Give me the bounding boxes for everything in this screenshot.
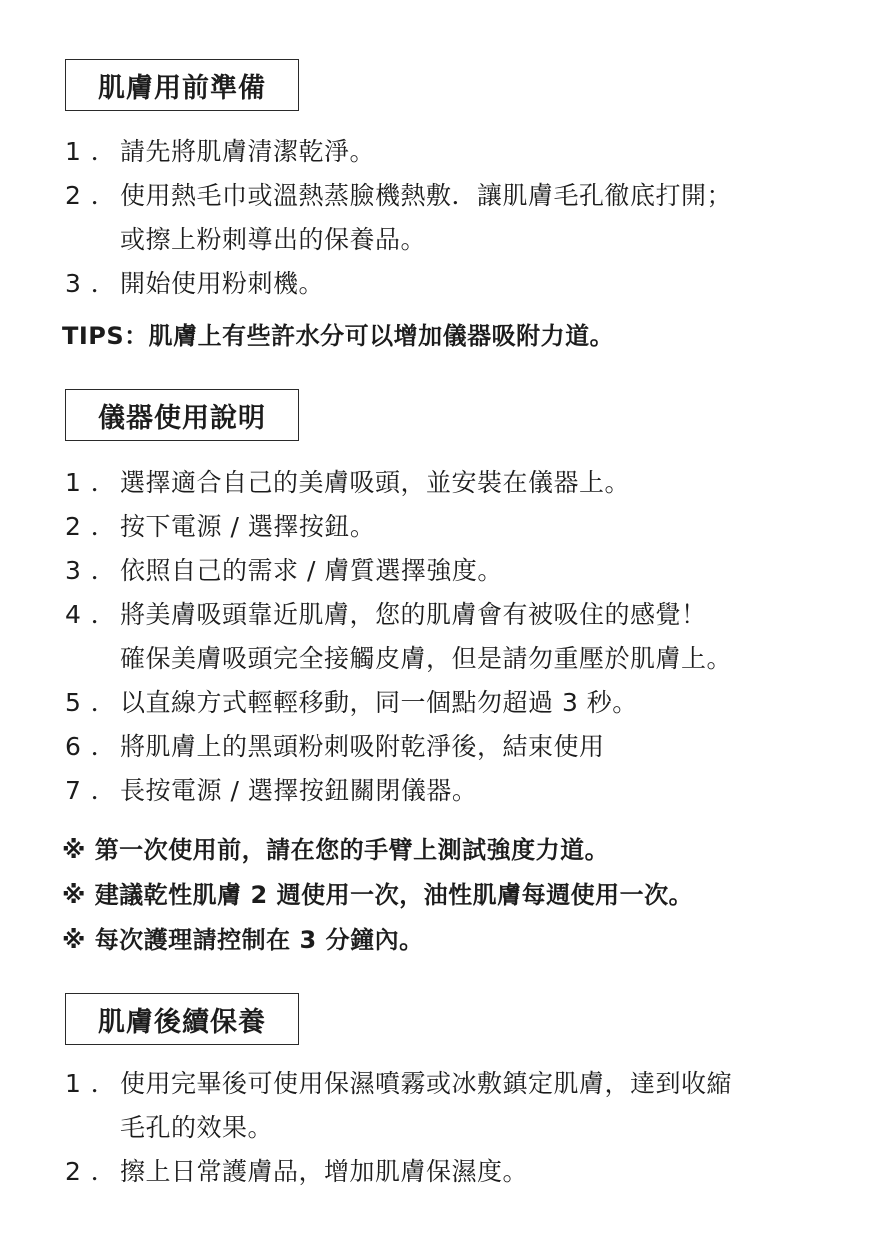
item-number: 6 — [65, 732, 82, 761]
item-continuation: 確保美膚吸頭完全接觸皮膚，但是請勿重壓於肌膚上。 — [120, 644, 733, 673]
bullet-dot: ． — [90, 1069, 117, 1098]
item-text: 擦上日常護膚品，增加肌膚保濕度。 — [120, 1157, 529, 1186]
item-text: 長按電源 / 選擇按鈕關閉儀器。 — [120, 776, 478, 805]
item-text: 請先將肌膚清潔乾淨。 — [120, 137, 376, 166]
list-item — [65, 1064, 732, 1100]
list-item — [65, 595, 707, 631]
item-text: 選擇適合自己的美膚吸頭，並安裝在儀器上。 — [120, 468, 631, 497]
bullet-dot: ． — [90, 688, 117, 717]
section-heading-aftercare: 肌膚後續保養 — [65, 993, 299, 1045]
list-item — [65, 463, 630, 499]
bullet-dot: ． — [90, 732, 117, 761]
bullet-dot: ． — [90, 1157, 117, 1186]
list-item — [65, 1152, 528, 1188]
bullet-dot: ． — [90, 137, 117, 166]
bullet-dot: ． — [90, 600, 117, 629]
item-text: 將美膚吸頭靠近肌膚，您的肌膚會有被吸住的感覺！ — [120, 600, 707, 629]
list-item — [65, 727, 605, 763]
item-text: 按下電源 / 選擇按鈕。 — [120, 512, 376, 541]
bullet-dot: ． — [90, 269, 117, 298]
item-number: 2 — [65, 1157, 82, 1186]
list-item — [65, 132, 375, 168]
list-item — [65, 771, 477, 807]
item-number: 5 — [65, 688, 82, 717]
bullet-dot: ． — [90, 181, 117, 210]
item-number: 2 — [65, 181, 82, 210]
note-line: ※ 每次護理請控制在 3 分鐘內。 — [62, 926, 424, 954]
item-text: 依照自己的需求 / 膚質選擇強度。 — [120, 556, 503, 585]
list-item — [65, 264, 324, 300]
item-text: 使用完畢後可使用保濕噴霧或冰敷鎮定肌膚，達到收縮 — [120, 1069, 733, 1098]
bullet-dot: ． — [90, 512, 117, 541]
item-text: 以直線方式輕輕移動，同一個點勿超過 3 秒。 — [120, 688, 638, 717]
item-number: 1 — [65, 137, 82, 166]
section-heading-usage: 儀器使用說明 — [65, 389, 299, 441]
item-number: 1 — [65, 1069, 82, 1098]
section-heading-preparation: 肌膚用前準備 — [65, 59, 299, 111]
item-continuation: 毛孔的效果。 — [120, 1113, 274, 1142]
item-text: 開始使用粉刺機。 — [120, 269, 325, 298]
item-number: 1 — [65, 468, 82, 497]
bullet-dot: ． — [90, 776, 117, 805]
item-text: 使用熱毛巾或溫熱蒸臉機熱敷．讓肌膚毛孔徹底打開； — [120, 181, 733, 210]
bullet-dot: ． — [90, 556, 117, 585]
list-item — [65, 507, 375, 543]
note-line: ※ 建議乾性肌膚 2 週使用一次，油性肌膚每週使用一次。 — [62, 881, 694, 909]
item-number: 4 — [65, 600, 82, 629]
item-number: 7 — [65, 776, 82, 805]
item-number: 3 — [65, 556, 82, 585]
item-text: 將肌膚上的黑頭粉刺吸附乾淨後，結束使用 — [120, 732, 605, 761]
list-item — [65, 176, 732, 212]
item-continuation: 或擦上粉刺導出的保養品。 — [120, 225, 427, 254]
item-number: 3 — [65, 269, 82, 298]
tips-text: TIPS：肌膚上有些許水分可以增加儀器吸附力道。 — [62, 322, 615, 350]
note-line: ※ 第一次使用前，請在您的手臂上測試強度力道。 — [62, 836, 610, 864]
list-item — [65, 683, 638, 719]
list-item — [65, 551, 503, 587]
bullet-dot: ． — [90, 468, 117, 497]
item-number: 2 — [65, 512, 82, 541]
